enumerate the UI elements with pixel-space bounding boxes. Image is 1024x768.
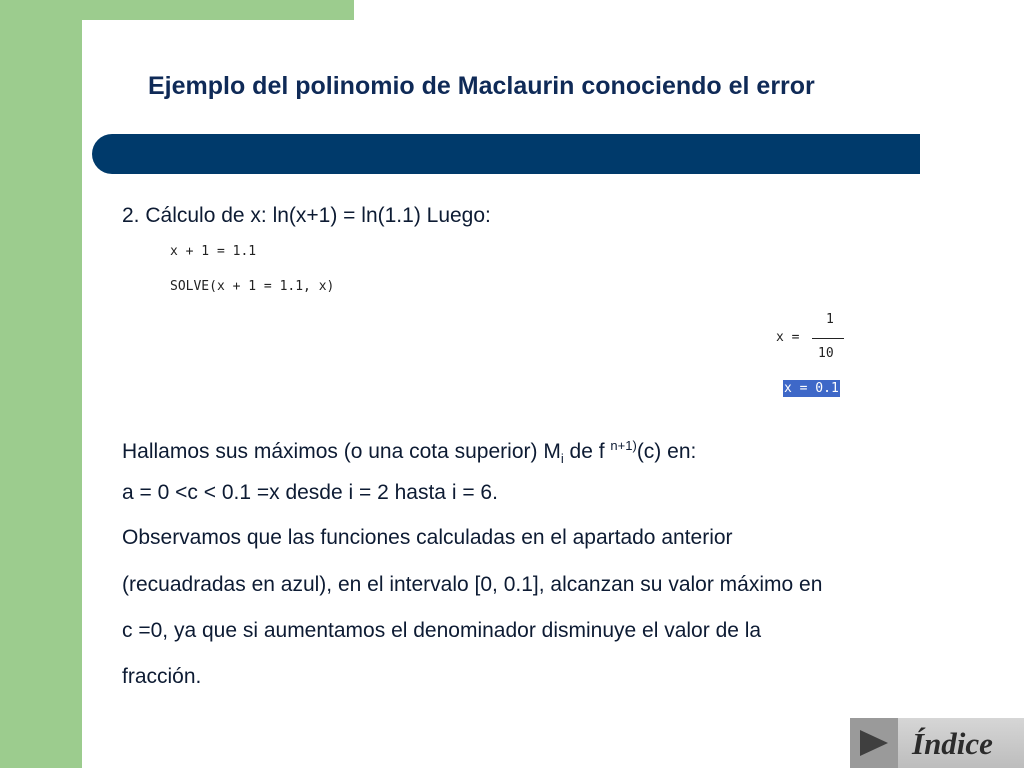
body-line-1-b: de f xyxy=(563,440,611,463)
body-line-5: c =0, ya que si aumentamos el denominador disminuye el valor de la xyxy=(122,619,762,642)
cas-fraction-lhs: x = xyxy=(776,330,800,345)
cas-fraction-denominator: 10 xyxy=(818,346,834,361)
green-top-decoration xyxy=(0,0,354,20)
superscript-n1: n+1) xyxy=(610,438,637,453)
cas-equation-1: x + 1 = 1.1 xyxy=(170,244,257,259)
body-line-2: a = 0 <c < 0.1 =x desde i = 2 hasta i = 6. xyxy=(122,481,498,504)
body-line-1-c: (c) en: xyxy=(636,440,697,463)
step-text: 2. Cálculo de x: ln(x+1) = ln(1.1) Luego: xyxy=(122,204,491,227)
cas-equation-2: SOLVE(x + 1 = 1.1, x) xyxy=(170,279,335,294)
slide-title: Ejemplo del polinomio de Maclaurin conociendo el error xyxy=(148,72,815,100)
subscript-i: i xyxy=(560,451,564,467)
cas-result-highlight: x = 0.1 xyxy=(784,381,839,396)
body-line-3: Observamos que las funciones calculadas en el apartado anterior xyxy=(122,526,733,549)
cas-fraction-numerator: 1 xyxy=(826,312,834,327)
body-line-1-a: Hallamos sus máximos (o una cota superior) M xyxy=(122,440,561,463)
index-arrow-box[interactable] xyxy=(850,718,898,768)
play-arrow-icon xyxy=(860,730,888,756)
green-sidebar-decoration xyxy=(0,0,82,768)
title-underline-bar xyxy=(92,134,920,174)
index-label[interactable]: Índice xyxy=(912,726,993,761)
index-button[interactable] xyxy=(850,718,1024,768)
body-line-4: (recuadradas en azul), en el intervalo [0, 0.1], alcanzan su valor máximo en xyxy=(122,573,823,596)
body-line-6: fracción. xyxy=(122,665,202,688)
body-line-1 xyxy=(122,434,696,471)
cas-fraction-bar xyxy=(812,338,844,339)
